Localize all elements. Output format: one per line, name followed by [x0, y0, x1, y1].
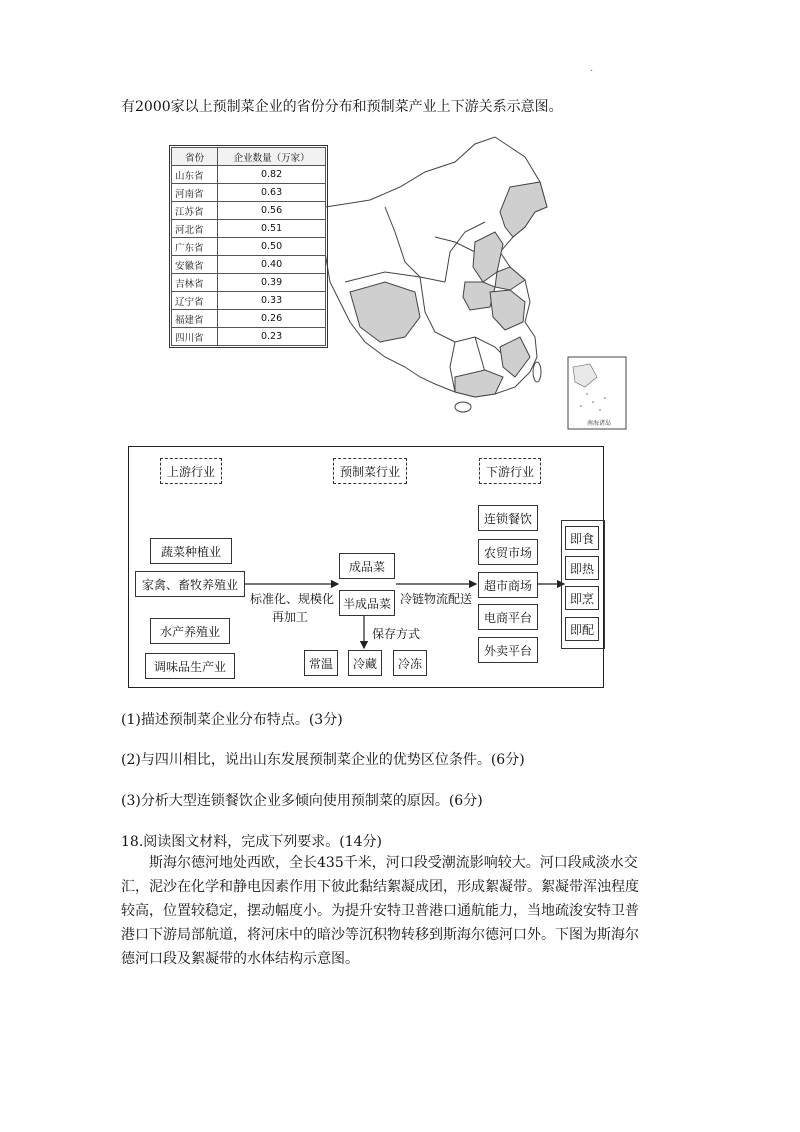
province-cell: 江苏省 [172, 202, 218, 220]
page-mark: · [590, 66, 594, 77]
count-cell: 0.50 [218, 238, 326, 256]
table-row [172, 328, 326, 346]
province-cell: 广东省 [172, 238, 218, 256]
process-label-2: 再加工 [272, 610, 309, 624]
downstream-item: 超市商场 [478, 572, 538, 598]
intro-text: 有2000家以上预制菜企业的省份分布和预制菜产业上下游关系示意图。 [121, 99, 563, 115]
ready-item: 即食 [565, 526, 599, 550]
province-cell: 吉林省 [172, 274, 218, 292]
storage-item: 冷冻 [393, 650, 427, 676]
table-row [172, 166, 326, 184]
table-row [172, 184, 326, 202]
table-row [172, 220, 326, 238]
count-cell: 0.51 [218, 220, 326, 238]
q18-line: 较高，位置较稳定，摆动幅度小。为提升安特卫普港口通航能力，当地疏浚安特卫普 [121, 903, 639, 919]
question-3: (3)分析大型连锁餐饮企业多倾向使用预制菜的原因。(6分) [121, 793, 483, 809]
province-cell: 河北省 [172, 220, 218, 238]
province-cell: 辽宁省 [172, 292, 218, 310]
table-row [172, 274, 326, 292]
q18-line: 斯海尔德河地处西欧，全长435千米，河口段受潮流影响较大。河口段咸淡水交 [121, 855, 638, 871]
downstream-item: 外卖平台 [478, 637, 538, 663]
table-row [172, 256, 326, 274]
logistics-label: 冷链物流配送 [400, 592, 473, 606]
province-cell: 安徽省 [172, 256, 218, 274]
storage-label: 保存方式 [372, 627, 421, 641]
downstream-item: 电商平台 [478, 604, 538, 630]
map-inset-label: 南海诸岛 [587, 420, 612, 427]
process-label-1: 标准化、规模化 [250, 592, 335, 606]
q18-line: 德河口段及絮凝带的水体结构示意图。 [121, 951, 359, 967]
table-row [172, 202, 326, 220]
downstream-item: 农贸市场 [478, 539, 538, 565]
q18-paragraph [121, 851, 681, 971]
q18-title: 18.阅读图文材料，完成下列要求。(14分) [121, 834, 383, 850]
province-cell: 河南省 [172, 184, 218, 202]
storage-item: 冷藏 [348, 650, 382, 676]
storage-item: 常温 [304, 650, 338, 676]
table-row [172, 238, 326, 256]
question-1: (1)描述预制菜企业分布特点。(3分) [121, 712, 343, 728]
count-cell: 0.39 [218, 274, 326, 292]
table-header-row [172, 148, 326, 166]
province-cell: 福建省 [172, 310, 218, 328]
province-table [171, 147, 326, 346]
header-province: 省份 [172, 148, 218, 166]
count-cell: 0.33 [218, 292, 326, 310]
upstream-item: 调味品生产业 [145, 653, 235, 679]
ready-item: 即配 [565, 617, 599, 641]
ready-item: 即热 [565, 556, 599, 580]
q18-line: 汇，泥沙在化学和静电因素作用下彼此黏结絮凝成团，形成絮凝带。絮凝带浑浊程度 [121, 879, 639, 895]
upstream-item: 水产养殖业 [150, 618, 230, 644]
upstream-title: 上游行业 [160, 458, 222, 484]
downstream-item: 连锁餐饮 [478, 505, 538, 531]
ready-group-frame [561, 520, 605, 649]
ready-item: 即烹 [565, 586, 599, 610]
header-count: 企业数量（万家） [218, 148, 326, 166]
q18-line: 港口下游局部航道，将河床中的暗沙等沉积物转移到斯海尔德河口外。下图为斯海尔 [121, 927, 639, 943]
count-cell: 0.40 [218, 256, 326, 274]
count-cell: 0.63 [218, 184, 326, 202]
province-cell: 四川省 [172, 328, 218, 346]
product-item: 成品菜 [339, 553, 395, 579]
table-row [172, 292, 326, 310]
china-map [325, 132, 635, 437]
table-row [172, 310, 326, 328]
question-2: (2)与四川相比，说出山东发展预制菜企业的优势区位条件。(6分) [121, 752, 525, 768]
upstream-item: 家禽、畜牧养殖业 [135, 571, 245, 597]
upstream-item: 蔬菜种植业 [150, 538, 232, 564]
count-cell: 0.56 [218, 202, 326, 220]
downstream-title: 下游行业 [479, 458, 541, 484]
product-item: 半成品菜 [339, 590, 395, 616]
count-cell: 0.23 [218, 328, 326, 346]
province-cell: 山东省 [172, 166, 218, 184]
midstream-title: 预制菜行业 [333, 458, 407, 484]
count-cell: 0.82 [218, 166, 326, 184]
count-cell: 0.26 [218, 310, 326, 328]
